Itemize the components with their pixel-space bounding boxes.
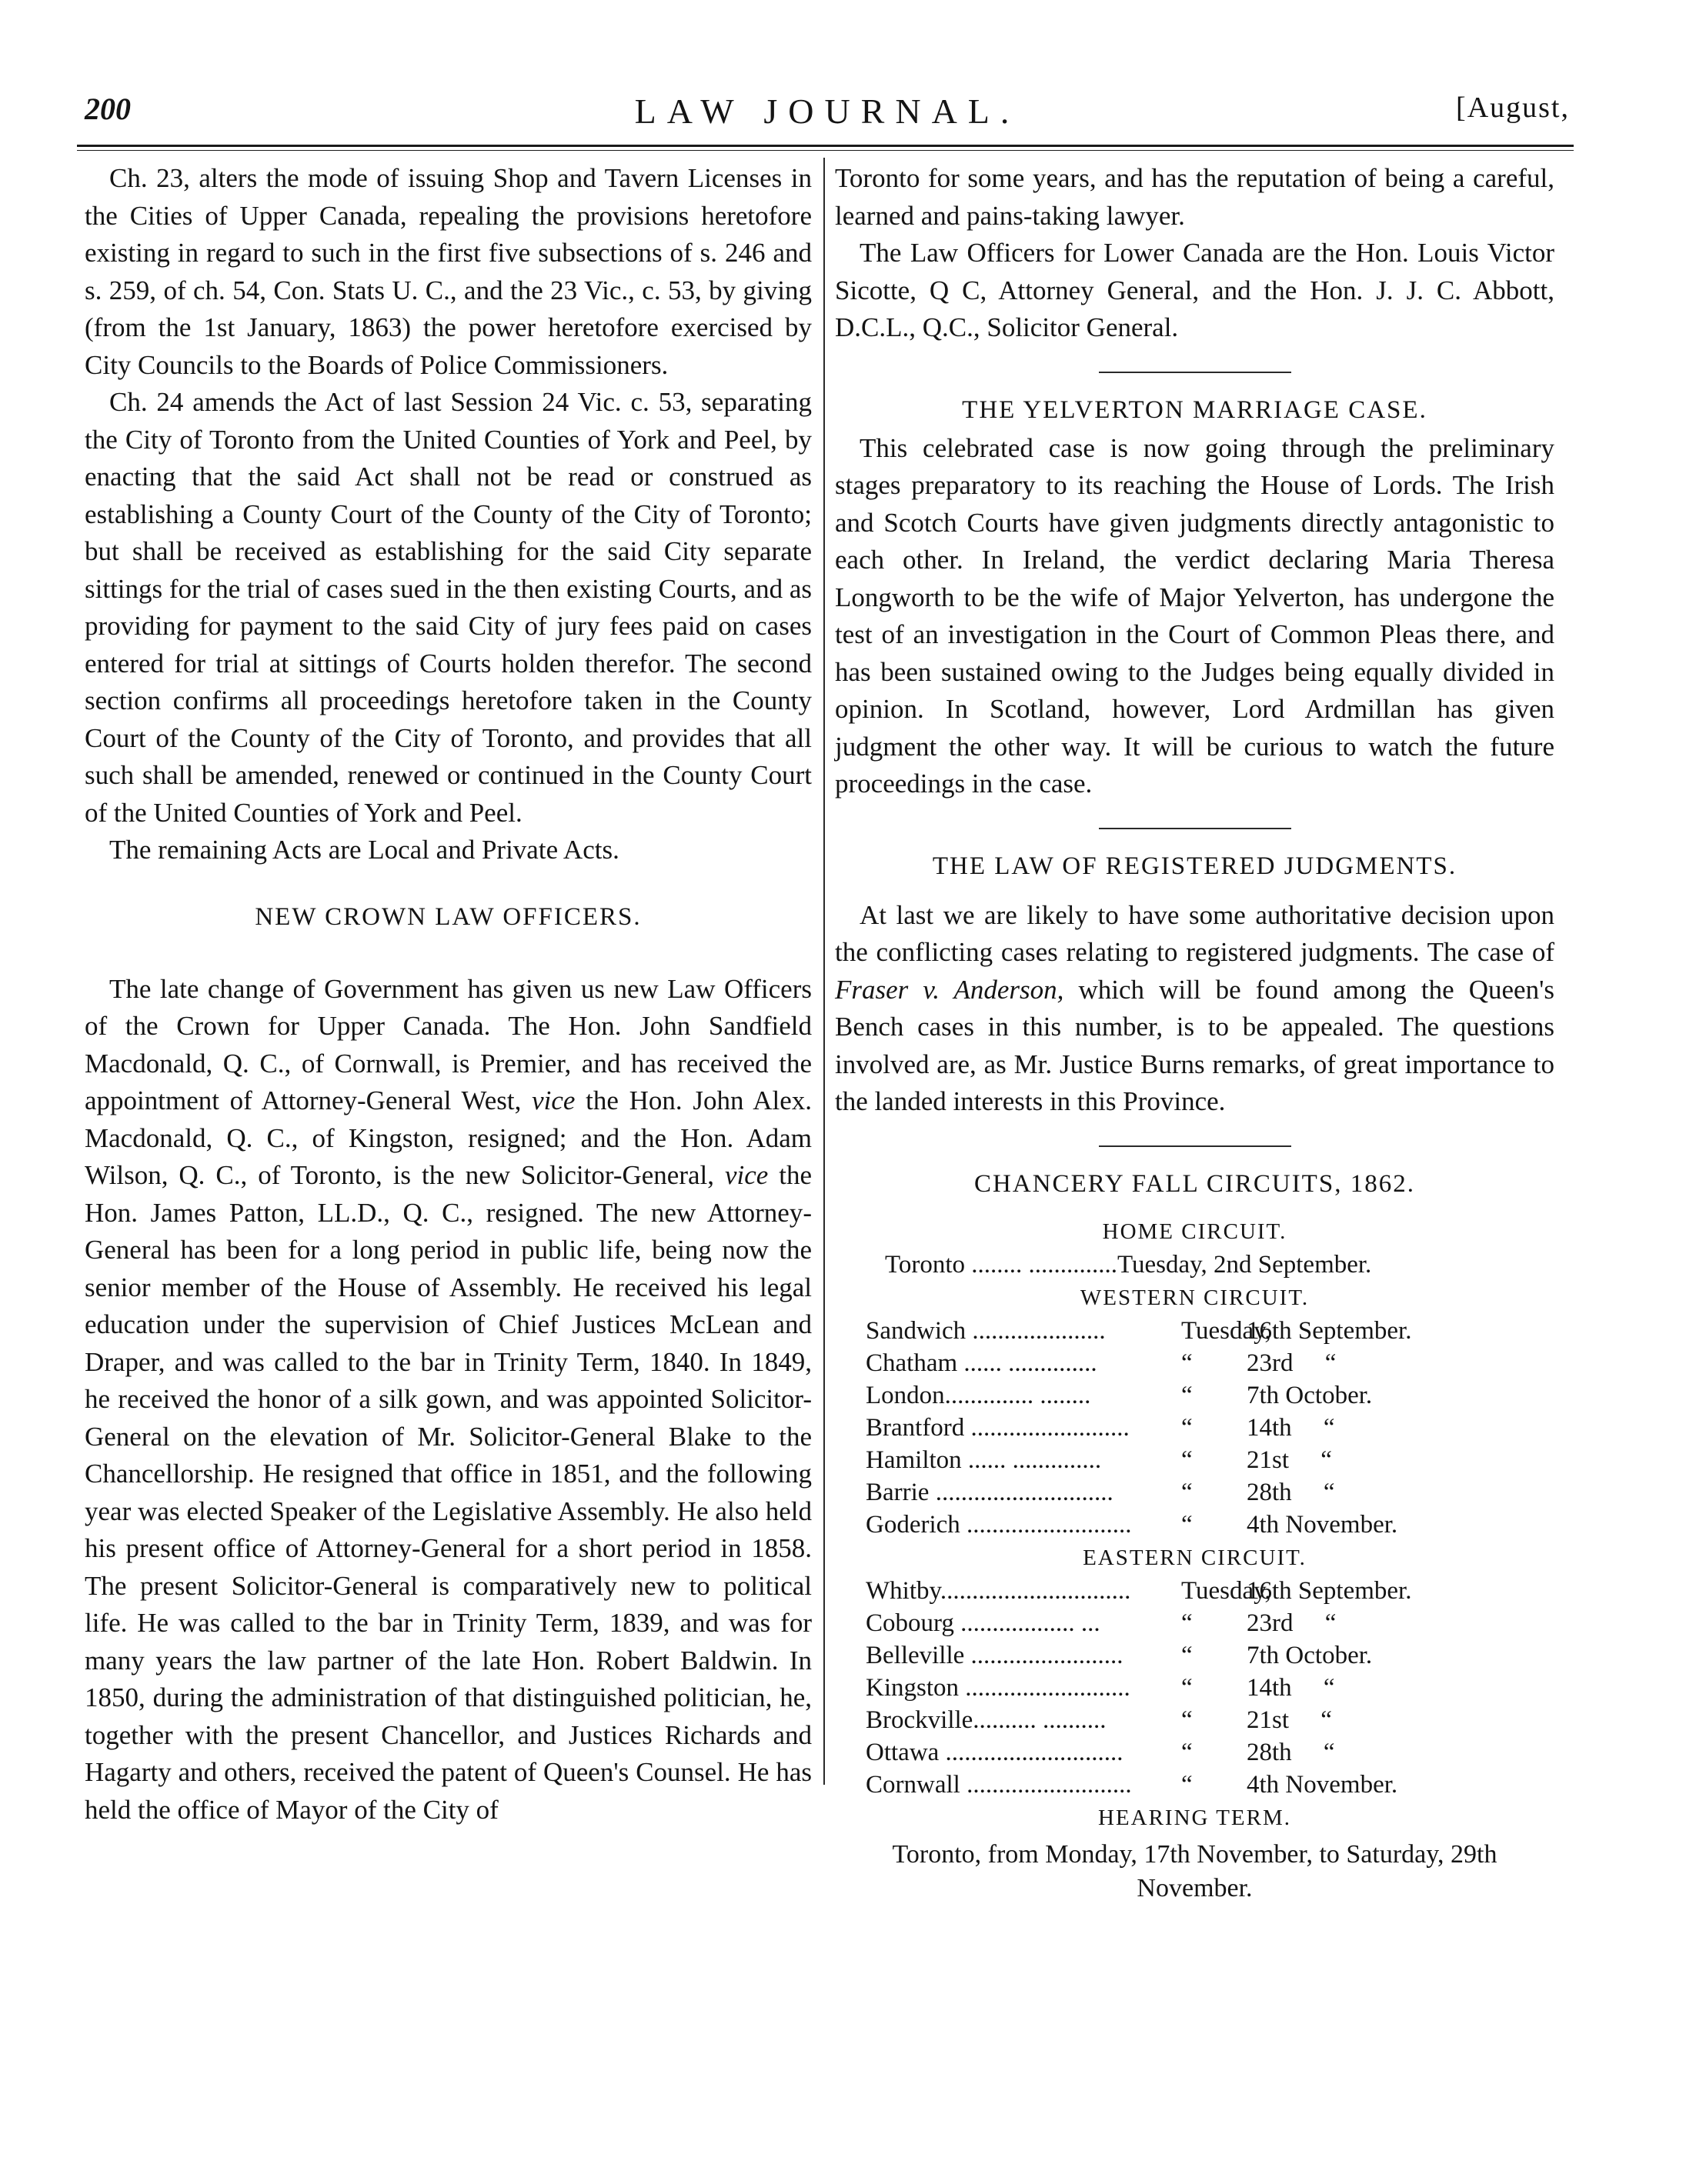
schedule-row	[835, 1607, 1554, 1639]
date: 7th October.	[1247, 1641, 1373, 1669]
place: Belleville ........................	[866, 1641, 1123, 1669]
schedule-row	[835, 1347, 1554, 1379]
heading-yelverton: THE YELVERTON MARRIAGE CASE.	[962, 395, 1427, 424]
schedule-row	[835, 1412, 1554, 1444]
place: Barrie ............................	[866, 1478, 1113, 1506]
place: Goderich ..........................	[866, 1510, 1132, 1539]
day: “	[1181, 1445, 1193, 1474]
day: “	[1181, 1738, 1193, 1766]
schedule-row	[835, 1249, 1554, 1281]
western-circuit-list	[835, 1315, 1554, 1541]
day: “	[1181, 1609, 1193, 1637]
day: “	[1181, 1706, 1193, 1734]
officers-text-2: the Hon. John Alex. Macdonald, Q. C., of Kingston, resigned; and the Hon. Adam Wilson, Q. C., of Toronto, is the new Solicitor-General,	[85, 1085, 813, 1190]
home-circuit-title: HOME CIRCUIT.	[1102, 1219, 1287, 1244]
paragraph-yelverton: This celebrated case is now going through the preliminary stages preparatory to its reaching the House of Lords. The Irish and Scotch Courts have given judgments directly antagonistic to each other. In Ireland, the verdict declaring Maria Theresa Longworth to be the wife of Major Yelverton, has undergone the test of an investigation in the Court of Common Pleas there, and has been sustained owing to the Judges being equally divided in opinion. In Scotland, however, Lord Ardmillan has given judgment the other way. It will be curious to watch the future proceedings in the case.	[835, 432, 1554, 799]
place: Brockville.......... ..........	[866, 1706, 1107, 1734]
running-month: [August,	[1456, 92, 1570, 124]
running-title: LAW JOURNAL.	[634, 92, 1020, 131]
spacer	[835, 1204, 1554, 1215]
date: 16th September.	[1247, 1316, 1412, 1345]
date: 14th “	[1247, 1413, 1335, 1442]
place: Chatham ...... ..............	[866, 1349, 1097, 1377]
schedule-row	[835, 1509, 1554, 1541]
section-rule	[1099, 1145, 1291, 1147]
place: Cornwall ..........................	[866, 1770, 1132, 1799]
date: 28th “	[1247, 1738, 1335, 1766]
hearing-term-text: Toronto, from Monday, 17th November, to Saturday, 29th November.	[892, 1839, 1497, 1902]
date: 23rd “	[1247, 1349, 1337, 1377]
spacer	[85, 937, 812, 954]
date: 16th September.	[1247, 1576, 1412, 1605]
schedule-row	[835, 1575, 1554, 1607]
date: 28th “	[1247, 1478, 1335, 1506]
schedule-row	[835, 1476, 1554, 1509]
day: “	[1181, 1381, 1193, 1409]
heading-registered-judgments: THE LAW OF REGISTERED JUDGMENTS.	[932, 852, 1457, 880]
day: Tuesday,	[1181, 1316, 1271, 1345]
paragraph-remaining-acts: The remaining Acts are Local and Private Acts.	[109, 835, 619, 865]
schedule-row	[835, 1315, 1554, 1347]
paragraph-officers-continued: Toronto for some years, and has the reputation of being a careful, learned and pains-taking lawyer.	[835, 163, 1554, 231]
eastern-circuit-list	[835, 1575, 1554, 1801]
day: “	[1181, 1673, 1193, 1702]
date: 4th November.	[1247, 1770, 1398, 1799]
day: “	[1181, 1349, 1193, 1377]
vice-italic: vice	[724, 1160, 769, 1190]
schedule-row	[835, 1672, 1554, 1704]
place: Hamilton ...... ..............	[866, 1445, 1102, 1474]
heading-chancery-circuits: CHANCERY FALL CIRCUITS, 1862.	[974, 1169, 1415, 1198]
spacer	[85, 954, 812, 971]
judgments-text-2: which will be found among the Queen's Bench cases in this number, is to be appealed. The questions involved are, as Mr. Justice Burns remarks, of great importance to the landed interests in this Province.	[835, 974, 1554, 1116]
place: Cobourg .................. ...	[866, 1609, 1100, 1637]
place: Whitby..............................	[866, 1576, 1131, 1605]
schedule-row	[835, 1639, 1554, 1672]
header-rule	[77, 145, 1574, 147]
column-divider	[823, 158, 825, 1785]
eastern-circuit-title: EASTERN CIRCUIT.	[1083, 1545, 1307, 1570]
date: 4th November.	[1247, 1510, 1398, 1539]
schedule-row	[835, 1736, 1554, 1769]
section-rule	[1099, 372, 1291, 373]
left-column	[85, 160, 812, 1829]
paragraph-crown-officers	[85, 971, 812, 1829]
spacer	[835, 886, 1554, 897]
day: “	[1181, 1770, 1193, 1799]
paragraph-ch23: Ch. 23, alters the mode of issuing Shop and Tavern Licenses in the Cities of Upper Canada, repealing the provisions heretofore existing in regard to such in the first five subsections of s. 246 and s. 259, of ch. 54, Con. Stats U. C., and the 23 Vic., c. 53, by giving (from the 1st January, 1863) the power heretofore exercised by City Councils to the Boards of Police Commissioners.	[85, 163, 812, 380]
header-rule-thin	[77, 150, 1574, 151]
day: “	[1181, 1478, 1193, 1506]
circuit-schedule	[835, 1215, 1554, 1906]
page-number: 200	[85, 92, 131, 126]
place: Sandwich .....................	[866, 1316, 1106, 1345]
paragraph-lower-canada: The Law Officers for Lower Canada are the Hon. Louis Victor Sicotte, Q C, Attorney General, and the Hon. J. J. C. Abbott, D.C.L., Q.C., Solicitor General.	[835, 238, 1554, 342]
date: 23rd “	[1247, 1609, 1337, 1637]
home-circuit-entry: Toronto ........ ..............Tuesday, 2nd September.	[885, 1250, 1372, 1279]
day: “	[1181, 1413, 1193, 1442]
date: 14th “	[1247, 1673, 1335, 1702]
place: Kingston ..........................	[866, 1673, 1130, 1702]
date: 7th October.	[1247, 1381, 1373, 1409]
judgments-text-1: At last we are likely to have some authoritative decision upon the conflicting cases relating to registered judgments. The case of	[835, 899, 1554, 967]
heading-new-crown-law-officers: NEW CROWN LAW OFFICERS.	[255, 902, 642, 931]
schedule-row	[835, 1379, 1554, 1412]
section-rule	[1099, 828, 1291, 829]
page-header	[85, 91, 1570, 145]
paragraph-ch24: Ch. 24 amends the Act of last Session 24 Vic. c. 53, separating the City of Toronto from the United Counties of York and Peel, by enacting that the said Act shall not be read or construed as establishing a County Court of the County of the City of Toronto; but shall be received as establishing for the said City separate sittings for the trial of cases sued in the then existing Courts, and as providing for payment to the said City of jury fees paid on cases entered for trial at sittings of Courts holden therefor. The second section confirms all proceedings heretofore taken in the County Court of the County of the City of Toronto, and provides that all such shall be amended, renewed or continued in the County Court of the United Counties of York and Peel.	[85, 387, 812, 828]
hearing-term-title: HEARING TERM.	[1097, 1805, 1292, 1830]
date: 21st “	[1247, 1706, 1332, 1734]
place: Brantford .........................	[866, 1413, 1130, 1442]
day: Tuesday,	[1181, 1576, 1271, 1605]
schedule-row	[835, 1769, 1554, 1801]
officers-text-3: the Hon. James Patton, LL.D., Q. C., resigned. The new Attorney-General has been for a long period in public life, being now the senior member of the House of Assembly. He received his legal education under the supervision of Chief Justices McLean and Draper, and was called to the bar in Trinity Term, 1840. In 1849, he received the honor of a silk gown, and was appointed Solicitor-General on the elevation of Mr. Solicitor-General Blake to the Chancellorship. He resigned that office in 1851, and the following year was elected Speaker of the Legislative Assembly. He also held his present office of Attorney-General for a short period in 1858. The present Solicitor-General is comparatively new to political life. He was called to the bar in Trinity Term, 1839, and was for many years the law partner of the late Hon. Robert Baldwin. In 1850, during the administration of that distinguished politician, he, together with the present Chancellor, and Justices Richards and Hagarty and others, received the patent of Queen's Counsel. He has held the office of Mayor of the City of	[85, 1160, 813, 1825]
day: “	[1181, 1641, 1193, 1669]
officers-text-1: The late change of Government has given us new Law Officers of the Crown for Upper Canada. The Hon. John Sandfield Macdonald, Q. C., of Cornwall, is Premier, and has received the appointment of Attorney-General West,	[85, 973, 812, 1115]
place: London.............. ........	[866, 1381, 1091, 1409]
place: Ottawa ............................	[866, 1738, 1123, 1766]
western-circuit-title: WESTERN CIRCUIT.	[1080, 1285, 1310, 1310]
date: 21st “	[1247, 1445, 1332, 1474]
schedule-row	[835, 1704, 1554, 1736]
schedule-row	[835, 1444, 1554, 1476]
vice-italic: vice	[532, 1085, 576, 1115]
case-name-italic: Fraser v. Anderson,	[835, 974, 1064, 1005]
right-column	[835, 160, 1554, 1906]
paragraph-registered-judgments	[835, 897, 1554, 1121]
day: “	[1181, 1510, 1193, 1539]
